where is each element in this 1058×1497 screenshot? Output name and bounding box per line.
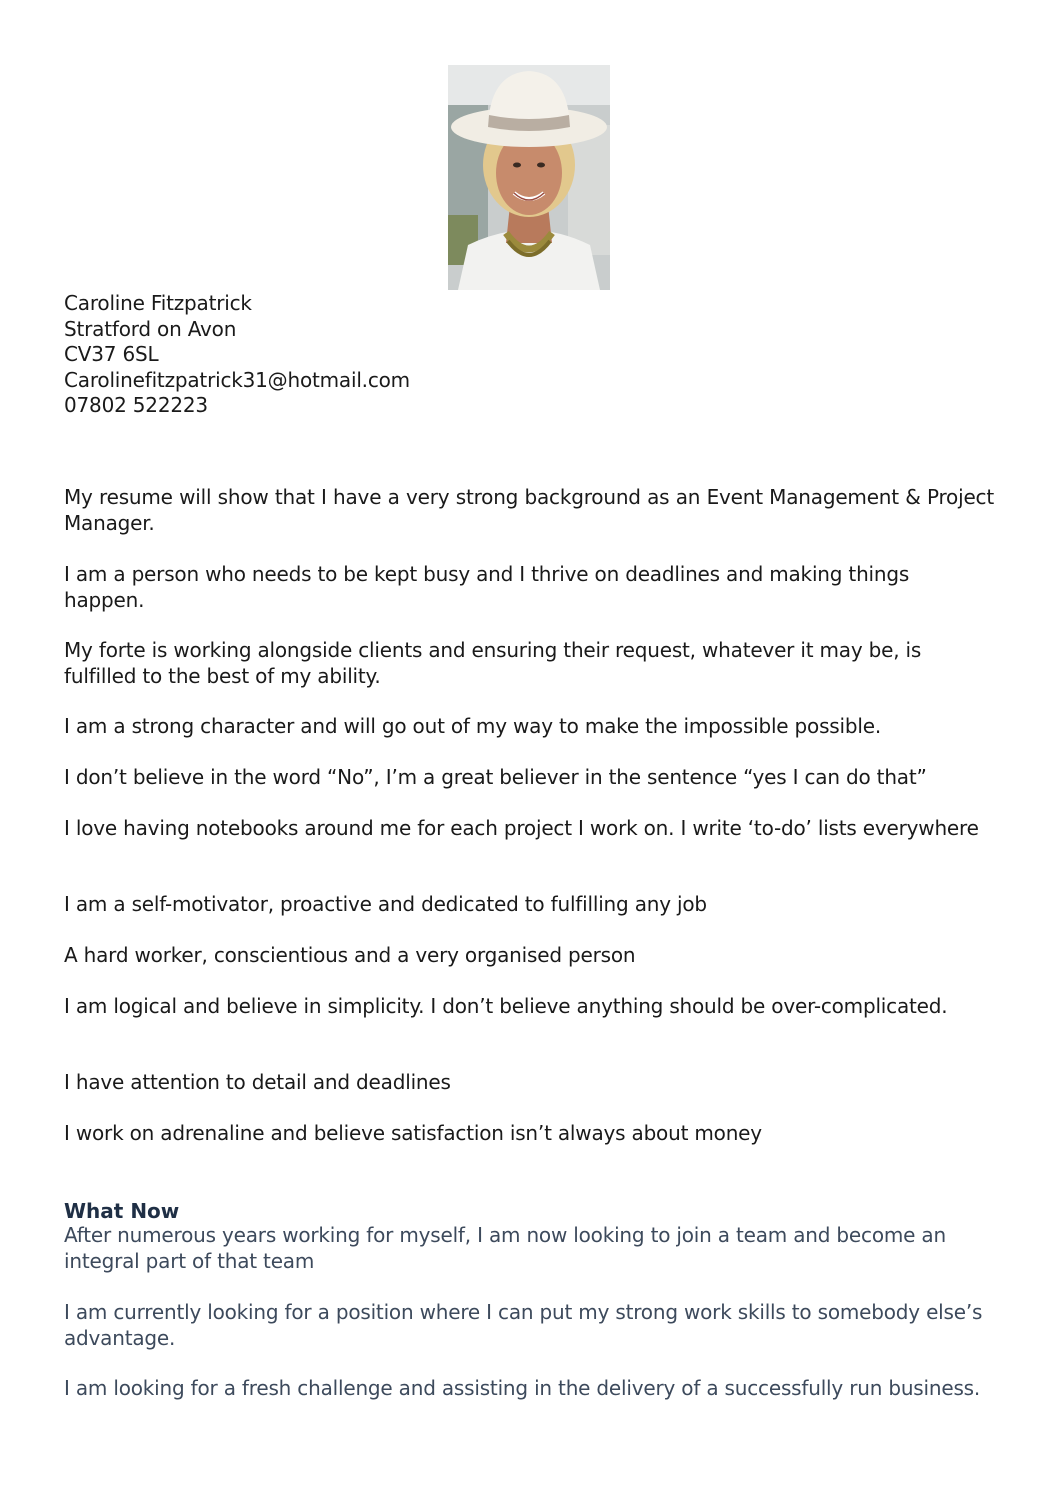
statement-paragraph: My resume will show that I have a very strong background as an Event Management & Project Manager.: [64, 485, 994, 535]
contact-email[interactable]: Carolinefitzpatrick31@hotmail.com: [64, 367, 410, 392]
statement-paragraph: I am a self-motivator, proactive and dedicated to fulfilling any job: [64, 892, 707, 916]
profile-photo: [448, 65, 610, 290]
statement-paragraph: I don’t believe in the word “No”, I’m a great believer in the sentence “yes I can do that”: [64, 765, 927, 789]
what-now-heading: What Now: [64, 1199, 180, 1223]
statement-paragraph: I have attention to detail and deadlines: [64, 1070, 451, 1094]
statement-paragraph: I love having notebooks around me for each project I work on. I write ‘to-do’ lists everywhere: [64, 816, 979, 840]
statement-paragraph: I work on adrenaline and believe satisfaction isn’t always about money: [64, 1121, 762, 1145]
statement-paragraph: I am a person who needs to be kept busy and I thrive on deadlines and making things happen.: [64, 562, 910, 612]
contact-block: [64, 291, 410, 419]
contact-name: Caroline Fitzpatrick: [64, 291, 252, 315]
what-now-paragraph: I am looking for a fresh challenge and assisting in the delivery of a successfully run business.: [64, 1376, 981, 1400]
statement-paragraph: I am a strong character and will go out of my way to make the impossible possible.: [64, 714, 881, 738]
what-now-paragraph: I am currently looking for a position where I can put my strong work skills to somebody else’s advantage.: [64, 1300, 983, 1350]
statement-paragraph: A hard worker, conscientious and a very organised person: [64, 943, 636, 967]
what-now-paragraph: After numerous years working for myself, I am now looking to join a team and become an integral part of that team: [64, 1223, 946, 1273]
contact-postcode: CV37 6SL: [64, 342, 159, 366]
contact-town: Stratford on Avon: [64, 316, 237, 341]
statement-paragraph: My forte is working alongside clients and ensuring their request, whatever it may be, is fulfilled to the best of my ability.: [64, 638, 922, 688]
contact-phone: 07802 522223: [64, 393, 208, 417]
statement-paragraph: I am logical and believe in simplicity. I don’t believe anything should be over-complicated.: [64, 994, 948, 1018]
